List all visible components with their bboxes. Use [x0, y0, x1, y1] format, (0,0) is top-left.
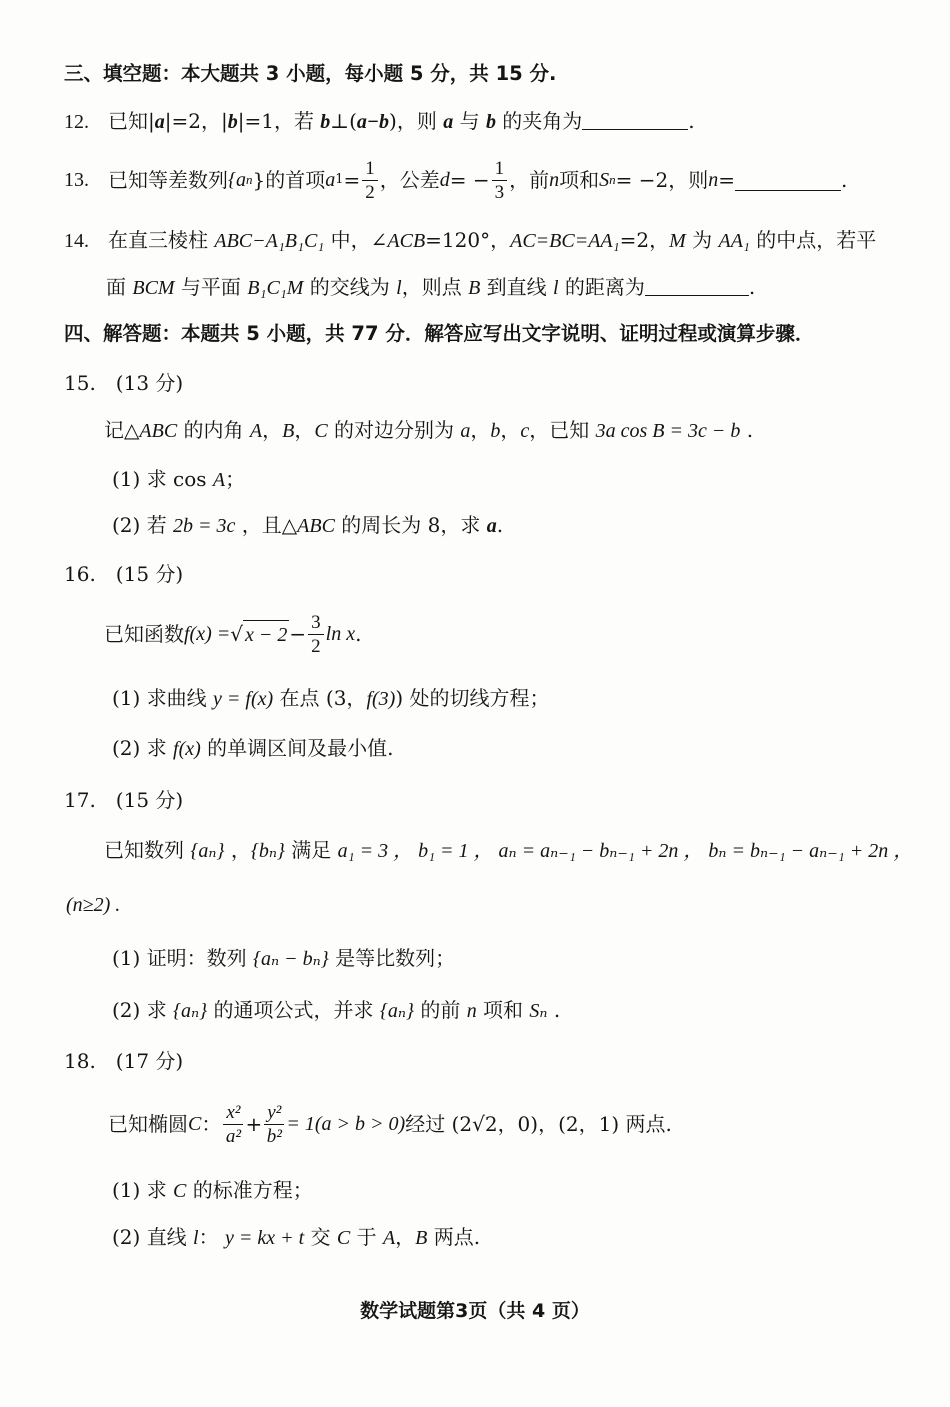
q13-number: 13.	[64, 169, 89, 191]
q16-part1	[112, 684, 550, 713]
q15-p2-text: ，且△	[235, 513, 298, 537]
q18-p1-C: C	[173, 1180, 187, 1202]
q16-p1-text: (1) 求曲线	[112, 686, 214, 710]
q17-p2-seq: {aₙ}	[173, 1000, 208, 1022]
q14-plane-bcm: BCM	[132, 277, 175, 299]
q16-p1-text: ) 处的切线方程；	[395, 686, 550, 710]
q16-header-text: 16. (15 分)	[64, 562, 184, 586]
section3-title: 三、填空题：本大题共 3 小题，每小题 5 分，共 15 分.	[64, 62, 557, 85]
q15-stem	[104, 416, 753, 445]
frac-numerator: 1	[492, 159, 508, 181]
q18-p2-text: ：	[198, 1225, 225, 1249]
q14-l: l	[553, 277, 559, 299]
q17-p2-text: 的前	[413, 998, 467, 1022]
q18-text: 已知椭圆	[108, 1112, 188, 1136]
vec-a: a	[154, 111, 165, 133]
section4-title: 四、解答题：本题共 5 小题，共 77 分．解答应写出文字说明、证明过程或演算步骤．	[64, 322, 815, 345]
q17-p2-n: n	[466, 1000, 477, 1022]
fraction-one-third	[492, 159, 508, 202]
q12-text: ⊥(	[330, 109, 357, 133]
q17-p1-text: 是等比数列；	[328, 946, 456, 970]
page-footer-text: 数学试题第3页（共 4 页）	[360, 1300, 590, 1322]
q17-sep: ，	[224, 838, 251, 862]
q16-stem	[104, 610, 361, 658]
q17-p2-text: 的通项公式，并求	[207, 998, 380, 1022]
q17-p2-end: .	[547, 998, 561, 1022]
q17-p2-text: (2) 求	[112, 998, 174, 1022]
q13-n: n	[708, 169, 719, 191]
q17-stem-line2	[66, 890, 120, 919]
q13-a1: a	[325, 169, 336, 191]
q17-text: 满足	[284, 838, 338, 862]
q14-angle: ACB	[387, 230, 426, 252]
q17-n-condition: (n≥2) .	[66, 894, 121, 916]
q12-end: .	[688, 109, 695, 133]
frac-numerator: y²	[264, 1103, 284, 1125]
q15-p2-text: (2) 若	[112, 513, 174, 537]
q17-p1-formula: {aₙ − bₙ}	[253, 948, 329, 970]
q14-text: =120°，	[425, 228, 511, 252]
q17-p2-S: Sₙ	[529, 1000, 548, 1022]
q15-c: c	[520, 420, 530, 442]
q15-p1-A: A	[212, 469, 226, 491]
q15-p1-text: (1) 求 cos	[112, 467, 213, 491]
vec-b: b	[227, 111, 238, 133]
q14-text: =2，	[619, 228, 670, 252]
fraction-one-half	[362, 159, 378, 202]
frac-denominator: a²	[225, 1125, 242, 1147]
frac-numerator: 1	[362, 159, 378, 181]
q14-prism: ABC−A₁B₁C₁	[214, 230, 325, 252]
frac-numerator: 3	[308, 613, 324, 635]
q12-text: 与	[453, 109, 486, 133]
q18-stem	[108, 1098, 672, 1150]
question-14-line2	[106, 273, 755, 302]
frac-denominator: 2	[311, 635, 321, 657]
q18-text: 经过 (2	[405, 1112, 473, 1136]
q15-p1-end: ；	[225, 467, 246, 491]
q15-triangle: ABC	[139, 420, 178, 442]
q14-answer-blank	[645, 275, 749, 296]
q14-M: M	[669, 230, 686, 252]
section3-heading	[64, 60, 556, 88]
q15-text: ，已知	[529, 418, 596, 442]
frac-numerator: x²	[223, 1103, 243, 1125]
q14-text: ，则点	[401, 275, 469, 299]
q16-part2	[112, 734, 394, 763]
frac-denominator: 2	[365, 181, 375, 203]
q16-end: .	[355, 622, 362, 646]
q13-text: 已知等差数列	[108, 168, 228, 192]
q13-text: ，公差	[379, 168, 440, 192]
q15-formula: 3a cos B = 3c − b	[595, 420, 741, 442]
q15-sep: ，	[470, 418, 491, 442]
q18-p2-text: 于	[350, 1225, 383, 1249]
q18-header-text: 18. (17 分)	[64, 1049, 184, 1073]
q18-condition: = 1(a > b > 0)	[286, 1113, 406, 1135]
q13-text: =	[718, 168, 736, 192]
q15-text: 的内角	[177, 418, 250, 442]
q13-eq2: = −	[449, 168, 490, 192]
vec-b: b	[485, 111, 496, 133]
q15-p2-formula: 2b = 3c	[173, 515, 236, 537]
fraction-x2-a2	[223, 1103, 243, 1146]
q17-header-text: 17. (15 分)	[64, 788, 184, 812]
q15-end: .	[740, 418, 754, 442]
q18-p2-text: (2) 直线	[112, 1225, 194, 1249]
q14-number: 14.	[64, 230, 89, 252]
q14-text: 的距离为	[558, 275, 645, 299]
q18-plus: +	[245, 1112, 263, 1136]
q13-text: 项和	[559, 168, 600, 192]
q12-number: 12.	[64, 111, 89, 133]
q18-header	[64, 1047, 183, 1075]
q18-part2	[112, 1223, 480, 1252]
q14-l: l	[396, 277, 402, 299]
q13-seq-sub: n	[246, 172, 253, 187]
q15-header	[64, 369, 183, 397]
q13-text: ，前	[509, 168, 550, 192]
fraction-y2-b2	[264, 1103, 284, 1146]
q18-sqrt2: √2	[472, 1112, 498, 1136]
vec-b: b	[320, 111, 331, 133]
q15-a: a	[460, 420, 471, 442]
q12-text: |=1，若	[237, 109, 321, 133]
q18-p2-B: B	[415, 1227, 428, 1249]
q16-p1-f3: f(3)	[366, 688, 396, 710]
q16-minus: −	[289, 622, 307, 646]
q14-text: 的中点，若平	[749, 228, 877, 252]
q18-p1-text: 的标准方程；	[186, 1178, 313, 1202]
q18-text: ，0)，(2，1) 两点.	[497, 1112, 672, 1136]
q14-text: 与平面	[174, 275, 248, 299]
q15-b: b	[490, 420, 501, 442]
q14-text: 在直三棱柱	[108, 228, 215, 252]
q12-text: 已知|	[108, 109, 155, 133]
q15-sep: ，	[294, 418, 315, 442]
q16-fx: f(x) =	[184, 623, 231, 645]
fraction-three-halves	[308, 613, 324, 656]
q18-p2-formula: y = kx + t	[224, 1227, 305, 1249]
frac-denominator: 3	[494, 181, 505, 203]
q13-text: 的首项	[265, 168, 326, 192]
question-12	[64, 107, 695, 136]
q13-S-sub: n	[609, 172, 616, 187]
q15-B: B	[282, 420, 295, 442]
q14-text: 为	[685, 228, 719, 252]
q18-p2-A: A	[382, 1227, 396, 1249]
q17-p2-seq: {aₙ}	[379, 1000, 414, 1022]
q14-text: 到直线	[480, 275, 553, 299]
q16-p2-formula: f(x)	[173, 738, 201, 760]
q17-part1	[112, 944, 455, 973]
q14-aa1: AA₁	[718, 230, 750, 252]
q16-p1-text: 在点 (3，	[273, 686, 367, 710]
q12-text: )，则	[389, 109, 444, 133]
q15-p2-a: a	[486, 515, 497, 537]
q13-a1-sub: 1	[335, 172, 344, 187]
q14-plane-b1c1m: B₁C₁M	[247, 277, 304, 299]
q12-text: 的夹角为	[495, 109, 583, 133]
q15-sep: ，	[500, 418, 521, 442]
q14-end: .	[748, 275, 756, 299]
vec-a-minus-b: a−b	[356, 111, 390, 133]
q17-seq-b: {bₙ}	[250, 840, 285, 862]
vec-a: a	[443, 111, 454, 133]
q17-stem	[104, 836, 913, 865]
q12-text: |=2，|	[164, 109, 228, 133]
frac-denominator: b²	[266, 1125, 282, 1147]
q15-p2-end: .	[496, 513, 504, 537]
q17-part2	[112, 996, 560, 1025]
q17-text: 已知数列	[104, 838, 191, 862]
q18-p2-l: l	[193, 1227, 199, 1249]
question-14-line1	[64, 226, 876, 255]
q15-A: A	[249, 420, 263, 442]
q13-eq: =	[343, 168, 361, 192]
q17-header	[64, 786, 183, 814]
q17-p1-text: (1) 证明：数列	[112, 946, 254, 970]
q13-answer-blank	[735, 170, 841, 191]
q14-lengths: AC=BC=AA₁	[510, 230, 620, 252]
q13-end: .	[841, 168, 848, 192]
q18-p1-text: (1) 求	[112, 1178, 174, 1202]
q13-n: n	[549, 169, 560, 191]
q15-text: 的对边分别为	[327, 418, 461, 442]
q16-header	[64, 560, 183, 588]
q15-p2-triangle: ABC	[297, 515, 335, 537]
q16-radicand: x − 2	[243, 620, 289, 649]
q18-p2-text: 两点.	[427, 1225, 481, 1249]
q18-C: C	[188, 1113, 202, 1135]
q15-part2	[112, 511, 503, 540]
q18-p2-text: 交	[304, 1225, 337, 1249]
q16-text: 已知函数	[104, 622, 184, 646]
q13-S: S	[599, 169, 610, 191]
q13-text: = −2，则	[615, 168, 709, 192]
q17-conditions: a₁ = 3 ， b₁ = 1 ， aₙ = aₙ₋₁ − bₙ₋₁ + 2n ， bₙ = bₙ₋₁ − aₙ₋₁ + 2n ，	[337, 840, 914, 862]
q15-text: 记△	[104, 418, 140, 442]
q15-sep: ，	[262, 418, 283, 442]
q18-p2-C: C	[336, 1227, 351, 1249]
sqrt-icon: √	[230, 622, 243, 646]
q14-text: 的交线为	[303, 275, 397, 299]
q16-ln: ln x	[325, 623, 356, 645]
q16-p1-formula: y = f(x)	[213, 688, 274, 710]
q18-colon: ：	[201, 1112, 222, 1136]
q13-seq: {a	[228, 169, 246, 191]
q16-p2-text: 的单调区间及最小值.	[200, 736, 394, 760]
q15-p2-text: 的周长为 8，求	[334, 513, 487, 537]
page-footer	[0, 1296, 950, 1323]
q14-text: 中，∠	[324, 228, 388, 252]
q14-text: 面	[106, 275, 133, 299]
q18-part1	[112, 1176, 313, 1205]
q13-d: d	[439, 169, 450, 191]
q16-p2-text: (2) 求	[112, 736, 174, 760]
q12-answer-blank	[582, 109, 688, 130]
q15-part1	[112, 465, 245, 494]
q17-p2-text: 项和	[476, 998, 530, 1022]
section4-heading	[64, 320, 814, 348]
q14-B: B	[468, 277, 481, 299]
q18-p2-sep: ，	[395, 1225, 416, 1249]
q17-seq-a: {aₙ}	[190, 840, 225, 862]
q15-header-text: 15. (13 分)	[64, 371, 184, 395]
q13-seq-end: }	[252, 168, 266, 192]
question-13	[64, 158, 847, 202]
q15-C: C	[314, 420, 328, 442]
